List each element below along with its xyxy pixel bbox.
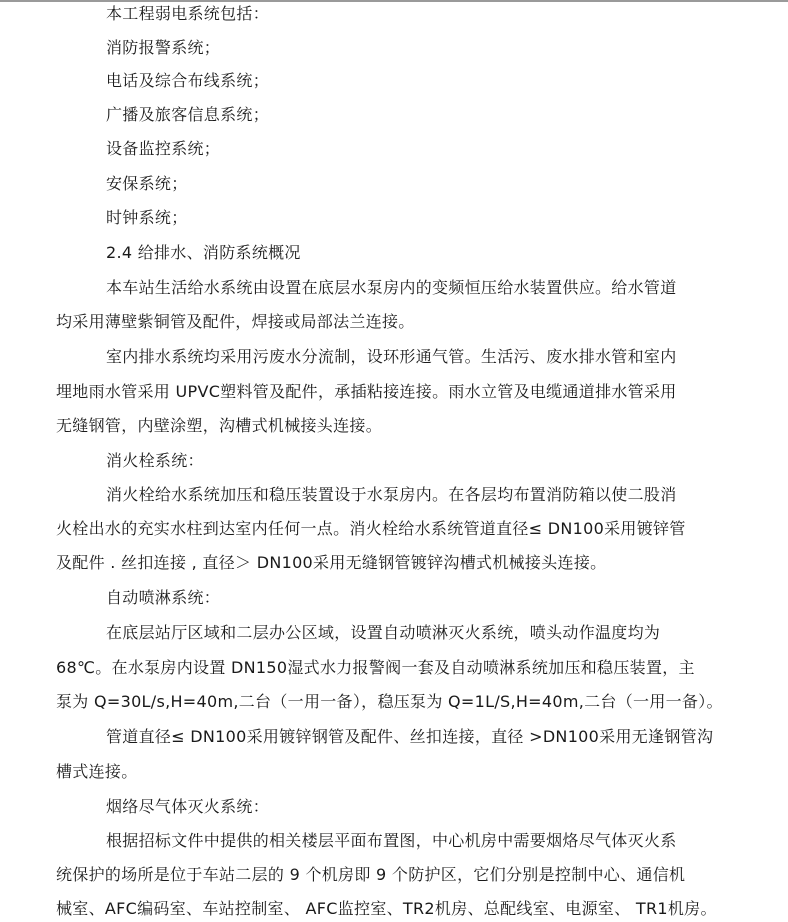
subsection-heading: 消火栓系统： [106,451,204,470]
text-line: 室内排水系统均采用污废水分流制，设环形通气管。生活污、废水排水管和室内 [106,347,677,366]
text-line: 及配件 . 丝扣连接 , 直径＞ DN100采用无缝钢管镀锌沟槽式机械接头连接。 [56,553,607,572]
page-top-border [0,0,788,2]
text-line: 在底层站厅区域和二层办公区域，设置自动喷淋灭火系统，喷头动作温度均为 [106,623,661,642]
text-line: 统保护的场所是位于车站二层的 9 个机房即 9 个防护区，它们分别是控制中心、通信机 [56,865,686,884]
text-line: 广播及旅客信息系统； [106,105,270,124]
text-line: 火栓出水的充实水柱到达室内任何一点。消火栓给水系统管道直径≤ DN100采用镀锌管 [56,519,686,538]
text-line: 本工程弱电系统包括： [106,4,270,23]
text-line: 泵为 Q=30L/s,H=40m,二台（一用一备），稳压泵为 Q=1L/S,H=40m,二台（一用一备）。 [56,692,723,711]
text-line: 消火栓给水系统加压和稳压装置设于水泵房内。在各层均布置消防箱以使二股消 [106,485,677,504]
text-line: 无缝钢管，内壁涂塑，沟槽式机械接头连接。 [56,416,383,435]
text-line: 电话及综合布线系统； [106,71,270,90]
text-line: 设备监控系统； [106,139,221,158]
text-line: 安保系统； [106,174,188,193]
text-line: 时钟系统； [106,208,188,227]
text-line: 管道直径≤ DN100采用镀锌钢管及配件、丝扣连接，直径 >DN100采用无逢钢管沟 [106,727,714,746]
text-line: 埋地雨水管采用 UPVC塑料管及配件，承插粘接连接。雨水立管及电缆通道排水管采用 [56,382,677,401]
text-line: 消防报警系统； [106,38,221,57]
text-line: 根据招标文件中提供的相关楼层平面布置图，中心机房中需要烟烙尽气体灭火系 [106,831,677,850]
text-line: 68℃。在水泵房内设置 DN150湿式水力报警阀一套及自动喷淋系统加压和稳压装置，主 [56,658,695,677]
text-line: 本车站生活给水系统由设置在底层水泵房内的变频恒压给水装置供应。给水管道 [106,278,677,297]
text-line: 械室、AFC编码室、车站控制室、 AFC监控室、TR2机房、总配线室、电源室、 TR1机房。 [56,899,717,918]
text-line: 槽式连接。 [56,762,138,781]
subsection-heading: 烟络尽气体灭火系统： [106,797,270,816]
section-heading: 2.4 给排水、消防系统概况 [106,243,301,262]
subsection-heading: 自动喷淋系统： [106,588,221,607]
text-line: 均采用薄壁紫铜管及配件，焊接或局部法兰连接。 [56,312,415,331]
